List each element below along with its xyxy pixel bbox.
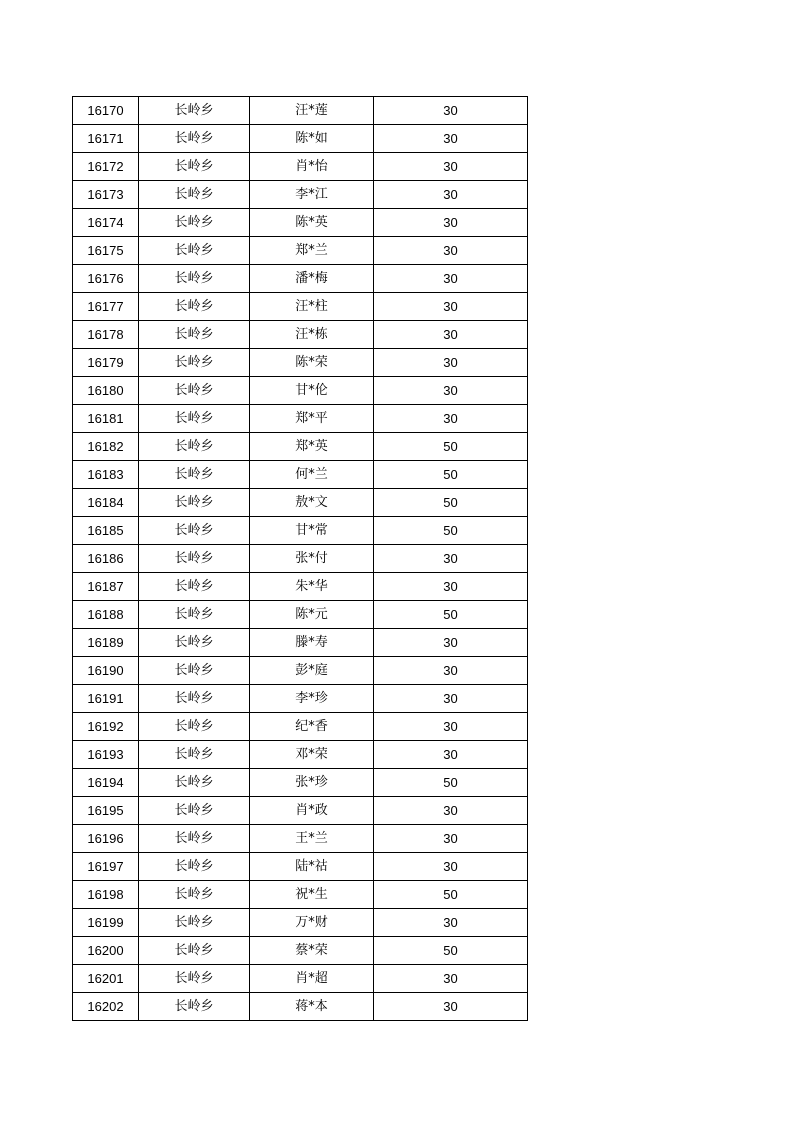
cell-id: 16184 (73, 489, 139, 517)
cell-id: 16177 (73, 293, 139, 321)
cell-name: 彭*庭 (250, 657, 374, 685)
cell-name: 滕*寿 (250, 629, 374, 657)
cell-name: 蔡*荣 (250, 937, 374, 965)
cell-id: 16178 (73, 321, 139, 349)
cell-amount: 30 (374, 909, 528, 937)
cell-amount: 30 (374, 293, 528, 321)
cell-id: 16186 (73, 545, 139, 573)
table-row (73, 265, 528, 293)
cell-name: 朱*华 (250, 573, 374, 601)
cell-name: 郑*英 (250, 433, 374, 461)
cell-name: 甘*常 (250, 517, 374, 545)
cell-name: 甘*伦 (250, 377, 374, 405)
cell-town: 长岭乡 (139, 517, 250, 545)
cell-id: 16202 (73, 993, 139, 1021)
roster-table (72, 96, 528, 1021)
cell-id: 16176 (73, 265, 139, 293)
table-row (73, 545, 528, 573)
cell-town: 长岭乡 (139, 713, 250, 741)
table-row (73, 461, 528, 489)
cell-town: 长岭乡 (139, 209, 250, 237)
table-row (73, 181, 528, 209)
cell-id: 16182 (73, 433, 139, 461)
cell-amount: 30 (374, 741, 528, 769)
cell-id: 16175 (73, 237, 139, 265)
cell-id: 16187 (73, 573, 139, 601)
table-row (73, 713, 528, 741)
cell-id: 16174 (73, 209, 139, 237)
cell-amount: 30 (374, 797, 528, 825)
cell-name: 肖*政 (250, 797, 374, 825)
cell-name: 汪*莲 (250, 97, 374, 125)
table-row (73, 685, 528, 713)
table-row (73, 293, 528, 321)
cell-town: 长岭乡 (139, 853, 250, 881)
cell-name: 陆*祜 (250, 853, 374, 881)
cell-town: 长岭乡 (139, 377, 250, 405)
table-row (73, 349, 528, 377)
cell-amount: 30 (374, 629, 528, 657)
cell-amount: 30 (374, 573, 528, 601)
cell-town: 长岭乡 (139, 601, 250, 629)
cell-name: 陈*荣 (250, 349, 374, 377)
cell-amount: 50 (374, 881, 528, 909)
table-row (73, 97, 528, 125)
cell-town: 长岭乡 (139, 909, 250, 937)
cell-id: 16183 (73, 461, 139, 489)
cell-name: 祝*生 (250, 881, 374, 909)
cell-amount: 30 (374, 237, 528, 265)
cell-town: 长岭乡 (139, 97, 250, 125)
cell-id: 16191 (73, 685, 139, 713)
cell-amount: 30 (374, 265, 528, 293)
cell-id: 16173 (73, 181, 139, 209)
table-row (73, 433, 528, 461)
cell-town: 长岭乡 (139, 545, 250, 573)
table-row (73, 825, 528, 853)
table-row (73, 881, 528, 909)
cell-amount: 30 (374, 377, 528, 405)
cell-amount: 30 (374, 657, 528, 685)
cell-name: 汪*栋 (250, 321, 374, 349)
cell-id: 16197 (73, 853, 139, 881)
cell-amount: 30 (374, 825, 528, 853)
cell-amount: 30 (374, 153, 528, 181)
cell-name: 李*珍 (250, 685, 374, 713)
cell-town: 长岭乡 (139, 433, 250, 461)
cell-id: 16180 (73, 377, 139, 405)
cell-amount: 50 (374, 461, 528, 489)
cell-id: 16185 (73, 517, 139, 545)
cell-town: 长岭乡 (139, 965, 250, 993)
cell-amount: 30 (374, 853, 528, 881)
cell-id: 16201 (73, 965, 139, 993)
table-row (73, 993, 528, 1021)
cell-amount: 30 (374, 713, 528, 741)
cell-town: 长岭乡 (139, 797, 250, 825)
cell-town: 长岭乡 (139, 293, 250, 321)
cell-name: 何*兰 (250, 461, 374, 489)
cell-amount: 30 (374, 545, 528, 573)
cell-town: 长岭乡 (139, 993, 250, 1021)
cell-name: 陈*如 (250, 125, 374, 153)
cell-amount: 30 (374, 685, 528, 713)
cell-town: 长岭乡 (139, 265, 250, 293)
cell-name: 邓*荣 (250, 741, 374, 769)
cell-id: 16172 (73, 153, 139, 181)
cell-id: 16190 (73, 657, 139, 685)
cell-name: 张*珍 (250, 769, 374, 797)
cell-id: 16179 (73, 349, 139, 377)
cell-amount: 50 (374, 517, 528, 545)
cell-town: 长岭乡 (139, 489, 250, 517)
cell-id: 16196 (73, 825, 139, 853)
table-row (73, 377, 528, 405)
table-row (73, 769, 528, 797)
cell-id: 16200 (73, 937, 139, 965)
cell-town: 长岭乡 (139, 825, 250, 853)
cell-town: 长岭乡 (139, 405, 250, 433)
cell-town: 长岭乡 (139, 321, 250, 349)
cell-name: 敖*文 (250, 489, 374, 517)
cell-name: 郑*平 (250, 405, 374, 433)
table-row (73, 517, 528, 545)
cell-amount: 50 (374, 937, 528, 965)
cell-town: 长岭乡 (139, 181, 250, 209)
cell-town: 长岭乡 (139, 573, 250, 601)
cell-town: 长岭乡 (139, 937, 250, 965)
cell-amount: 30 (374, 993, 528, 1021)
cell-name: 汪*柱 (250, 293, 374, 321)
cell-name: 陈*元 (250, 601, 374, 629)
cell-town: 长岭乡 (139, 461, 250, 489)
cell-id: 16199 (73, 909, 139, 937)
table-row (73, 741, 528, 769)
table-row (73, 909, 528, 937)
cell-town: 长岭乡 (139, 685, 250, 713)
cell-town: 长岭乡 (139, 237, 250, 265)
cell-name: 肖*怡 (250, 153, 374, 181)
table-row (73, 657, 528, 685)
table-row (73, 405, 528, 433)
cell-name: 李*江 (250, 181, 374, 209)
cell-id: 16193 (73, 741, 139, 769)
cell-amount: 30 (374, 97, 528, 125)
cell-amount: 30 (374, 125, 528, 153)
cell-name: 潘*梅 (250, 265, 374, 293)
cell-id: 16188 (73, 601, 139, 629)
cell-town: 长岭乡 (139, 125, 250, 153)
table-row (73, 853, 528, 881)
cell-town: 长岭乡 (139, 881, 250, 909)
table-row (73, 601, 528, 629)
cell-id: 16198 (73, 881, 139, 909)
cell-amount: 30 (374, 965, 528, 993)
cell-name: 王*兰 (250, 825, 374, 853)
cell-amount: 50 (374, 601, 528, 629)
cell-name: 蒋*本 (250, 993, 374, 1021)
cell-amount: 30 (374, 209, 528, 237)
cell-town: 长岭乡 (139, 657, 250, 685)
table-row (73, 937, 528, 965)
table-row (73, 237, 528, 265)
table-row (73, 125, 528, 153)
cell-id: 16181 (73, 405, 139, 433)
table-row (73, 629, 528, 657)
cell-amount: 30 (374, 349, 528, 377)
table-row (73, 321, 528, 349)
cell-amount: 50 (374, 769, 528, 797)
cell-town: 长岭乡 (139, 629, 250, 657)
cell-id: 16195 (73, 797, 139, 825)
cell-name: 肖*超 (250, 965, 374, 993)
cell-id: 16171 (73, 125, 139, 153)
cell-id: 16170 (73, 97, 139, 125)
cell-town: 长岭乡 (139, 153, 250, 181)
cell-name: 陈*英 (250, 209, 374, 237)
roster-table-body (73, 97, 528, 1021)
table-row (73, 965, 528, 993)
table-row (73, 797, 528, 825)
cell-town: 长岭乡 (139, 741, 250, 769)
table-row (73, 153, 528, 181)
cell-id: 16189 (73, 629, 139, 657)
table-row (73, 489, 528, 517)
cell-amount: 30 (374, 181, 528, 209)
cell-amount: 50 (374, 433, 528, 461)
cell-name: 万*财 (250, 909, 374, 937)
cell-name: 张*付 (250, 545, 374, 573)
cell-id: 16192 (73, 713, 139, 741)
cell-id: 16194 (73, 769, 139, 797)
cell-town: 长岭乡 (139, 769, 250, 797)
cell-town: 长岭乡 (139, 349, 250, 377)
cell-name: 纪*香 (250, 713, 374, 741)
cell-name: 郑*兰 (250, 237, 374, 265)
cell-amount: 30 (374, 321, 528, 349)
table-row (73, 573, 528, 601)
cell-amount: 30 (374, 405, 528, 433)
table-row (73, 209, 528, 237)
cell-amount: 50 (374, 489, 528, 517)
